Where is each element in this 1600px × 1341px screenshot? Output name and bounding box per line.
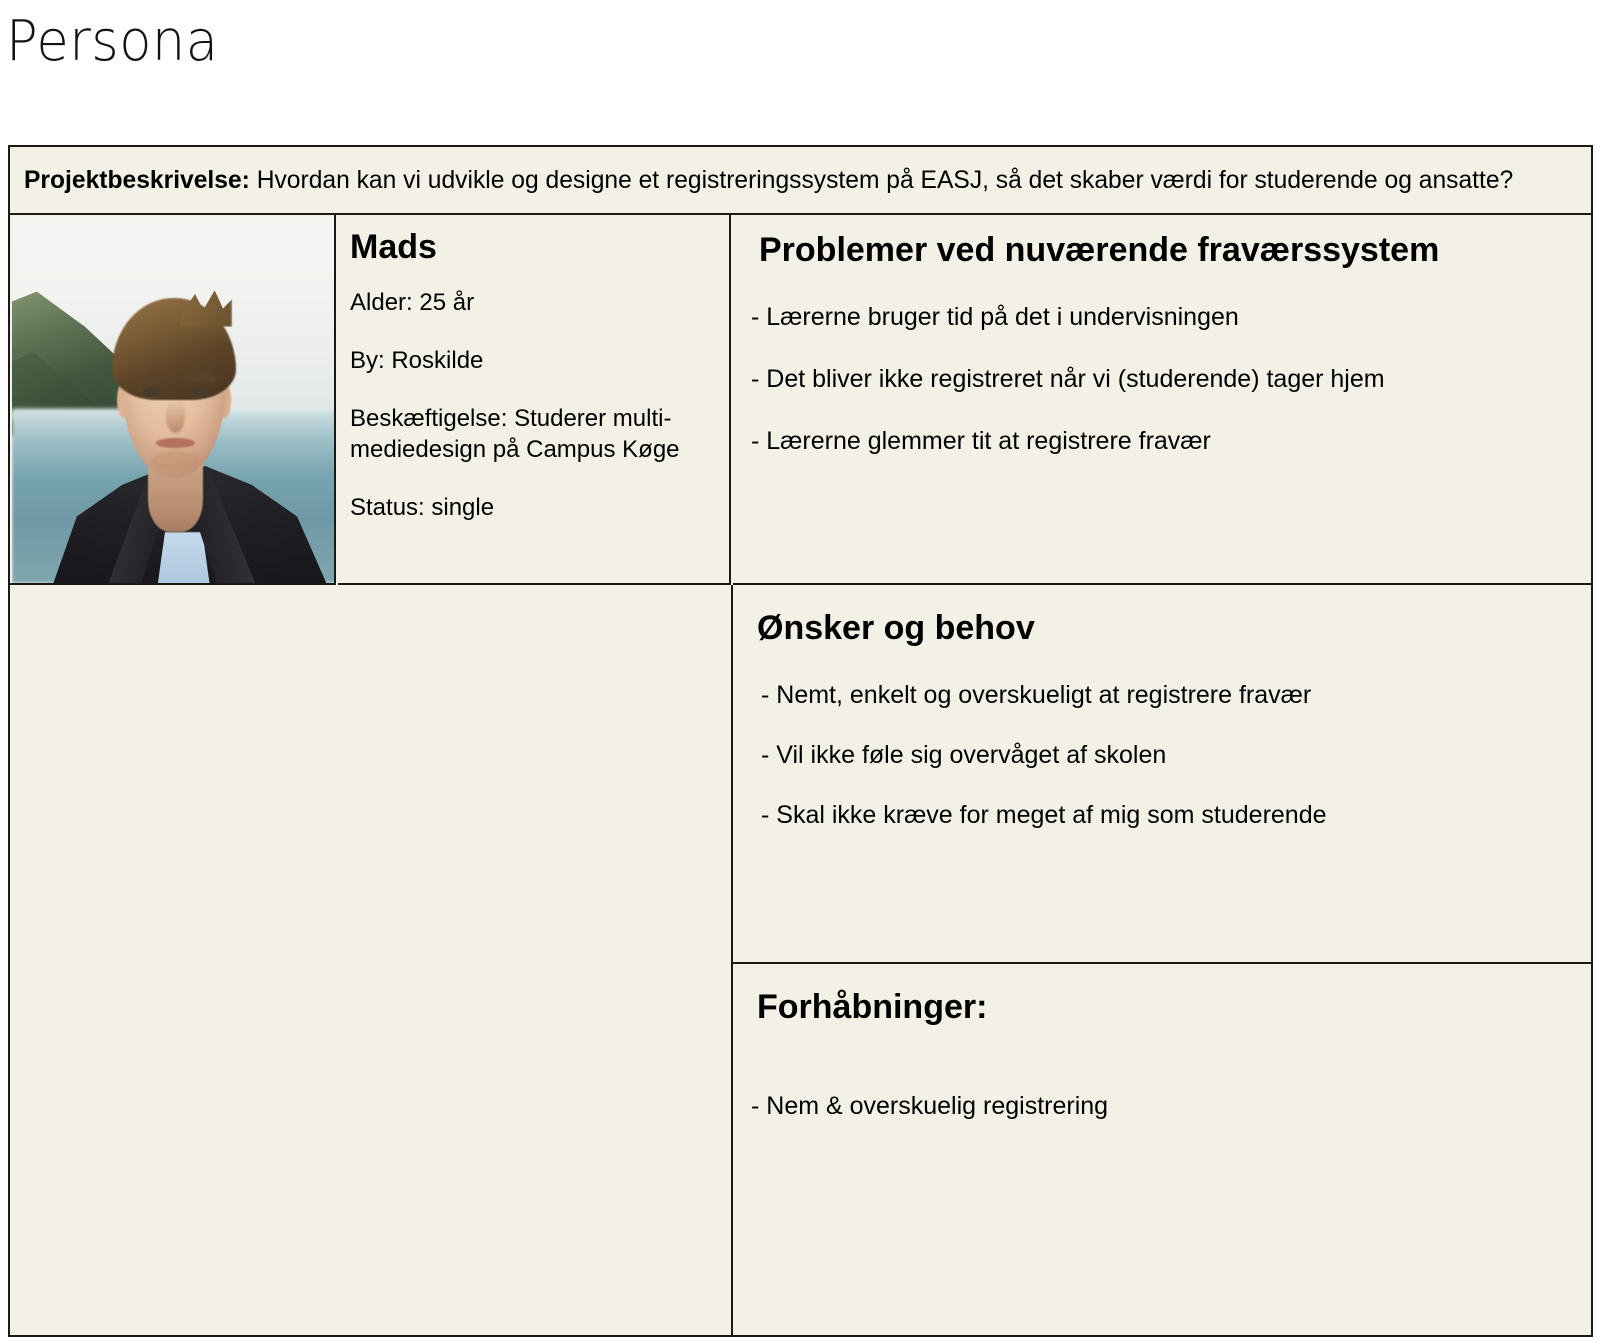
wishes-item: - Nemt, enkelt og overskueligt at registrere fravær	[761, 681, 1312, 709]
persona-detail-city: By: Roskilde	[350, 347, 484, 374]
persona-photo-cell	[10, 215, 336, 585]
hopes-heading: Forhåbninger:	[757, 988, 988, 1026]
wishes-item: - Vil ikke føle sig overvåget af skolen	[761, 741, 1167, 769]
project-description-cell	[10, 147, 1591, 215]
photo-person-chin	[151, 451, 200, 469]
problems-cell	[733, 215, 1591, 585]
photo-person-eye-left	[142, 387, 163, 397]
persona-detail-age: Alder: 25 år	[350, 289, 475, 316]
project-description-line	[24, 165, 1513, 195]
wishes-item: - Skal ikke kræve for meget af mig som studerende	[761, 801, 1327, 829]
persona-details-cell	[338, 215, 731, 585]
hopes-cell	[733, 964, 1591, 1335]
persona-portrait-image	[12, 217, 336, 583]
project-description-label: Projektbeskrivelse:	[24, 166, 250, 194]
problems-item: - Lærerne glemmer tit at registrere fravær	[751, 427, 1211, 455]
persona-detail-status: Status: single	[350, 494, 495, 521]
problems-item: - Det bliver ikke registreret når vi (studerende) tager hjem	[751, 365, 1385, 393]
photo-person-eye-right	[187, 387, 208, 397]
persona-table	[8, 145, 1593, 1337]
persona-name: Mads	[350, 228, 437, 266]
hopes-item: - Nem & overskuelig registrering	[751, 1092, 1109, 1120]
problems-heading: Problemer ved nuværende fraværssystem	[759, 231, 1440, 269]
page-title: Persona	[6, 9, 219, 74]
problems-item: - Lærerne bruger tid på det i undervisningen	[751, 303, 1239, 331]
photo-person-mouth	[156, 438, 195, 448]
wishes-heading: Ønsker og behov	[757, 609, 1035, 647]
project-description-text: Hvordan kan vi udvikle og designe et registreringssystem på EASJ, så det skaber værdi for studerende og ansatte?	[249, 166, 1514, 194]
empty-left-cell	[10, 585, 733, 1335]
persona-detail-occupation: Beskæftigelse: Studerer multi-mediedesign på Campus Køge	[350, 405, 680, 463]
wishes-cell	[733, 585, 1591, 964]
